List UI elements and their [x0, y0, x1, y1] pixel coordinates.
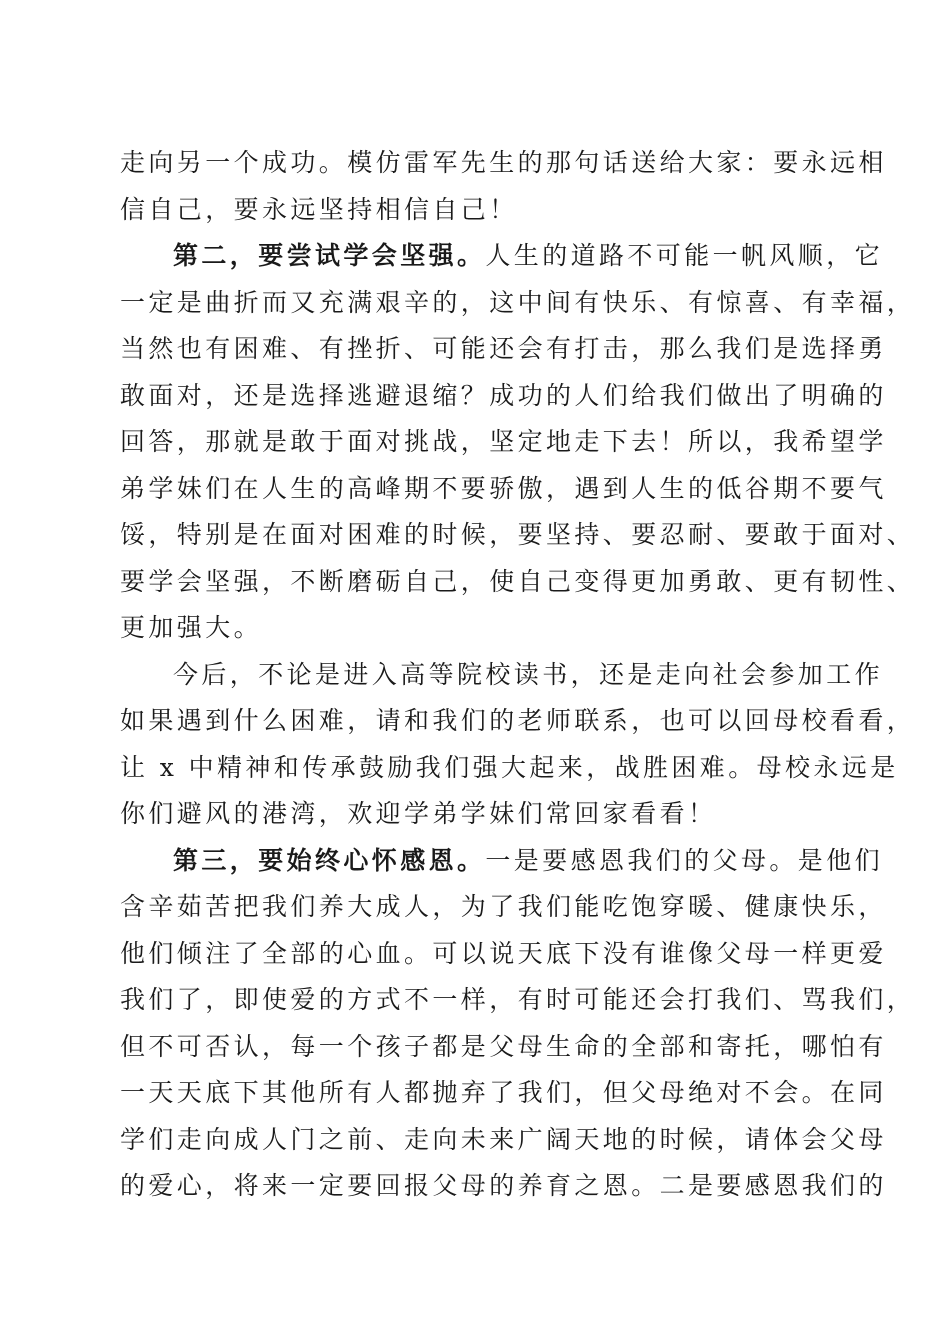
- paragraph-3-line-2: 如果遇到什么困难，请和我们的老师联系，也可以回母校看看，: [120, 706, 916, 735]
- paragraph-2-line-1-rest: 人生的道路不可能一帆风顺，它: [485, 241, 884, 270]
- paragraph-2-line-6: 弟学妹们在人生的高峰期不要骄傲，遇到人生的低谷期不要气: [120, 474, 887, 503]
- paragraph-3-line-4: 你们避风的港湾，欢迎学弟学妹们常回家看看！: [120, 799, 717, 828]
- paragraph-2-line-1: [173, 238, 883, 274]
- paragraph-4-line-8: 的爱心，将来一定要回报父母的养育之恩。二是要感恩我们的: [120, 1171, 887, 1200]
- paragraph-4-lead: 第三，要始终心怀感恩。: [173, 846, 486, 875]
- paragraph-4-line-5: 但不可否认，每一个孩子都是父母生命的全部和寄托，哪怕有: [120, 1032, 887, 1061]
- paragraph-1-line-2: 信自己，要永远坚持相信自己！: [120, 195, 518, 224]
- paragraph-2-lead: 第二，要尝试学会坚强。: [173, 241, 486, 270]
- paragraph-4-line-2: 含辛茹苦把我们养大成人，为了我们能吃饱穿暖、健康快乐，: [120, 892, 887, 921]
- paragraph-4-line-4: 我们了，即使爱的方式不一样，有时可能还会打我们、骂我们，: [120, 985, 916, 1014]
- paragraph-2-line-8: 要学会坚强，不断磨砺自己，使自己变得更加勇敢、更有韧性、: [120, 567, 916, 596]
- paragraph-2-line-5: 回答，那就是敢于面对挑战，坚定地走下去！所以，我希望学: [120, 427, 887, 456]
- paragraph-4-line-1: [173, 843, 883, 879]
- paragraph-1-line-1: 走向另一个成功。模仿雷军先生的那句话送给大家：要永远相: [120, 148, 887, 177]
- paragraph-2-line-9: 更加强大。: [120, 613, 263, 642]
- paragraph-4-line-6: 一天天底下其他所有人都抛弃了我们，但父母绝对不会。在同: [120, 1078, 887, 1107]
- paragraph-2-line-4: 敢面对，还是选择逃避退缩？成功的人们给我们做出了明确的: [120, 381, 887, 410]
- paragraph-3-line-3: 让 x 中精神和传承鼓励我们强大起来，战胜困难。母校永远是: [120, 753, 899, 782]
- paragraph-3-line-1: 今后，不论是进入高等院校读书，还是走向社会参加工作: [173, 660, 884, 689]
- paragraph-4-line-1-rest: 一是要感恩我们的父母。是他们: [485, 846, 884, 875]
- paragraph-2-line-2: 一定是曲折而又充满艰辛的，这中间有快乐、有惊喜、有幸福，: [120, 288, 916, 317]
- paragraph-4-line-3: 他们倾注了全部的心血。可以说天底下没有谁像父母一样更爱: [120, 939, 887, 968]
- paragraph-4-line-7: 学们走向成人门之前、走向未来广阔天地的时候，请体会父母: [120, 1125, 887, 1154]
- paragraph-2-line-3: 当然也有困难、有挫折、可能还会有打击，那么我们是选择勇: [120, 334, 887, 363]
- paragraph-2-line-7: 馁，特别是在面对困难的时候，要坚持、要忍耐、要敢于面对、: [120, 520, 916, 549]
